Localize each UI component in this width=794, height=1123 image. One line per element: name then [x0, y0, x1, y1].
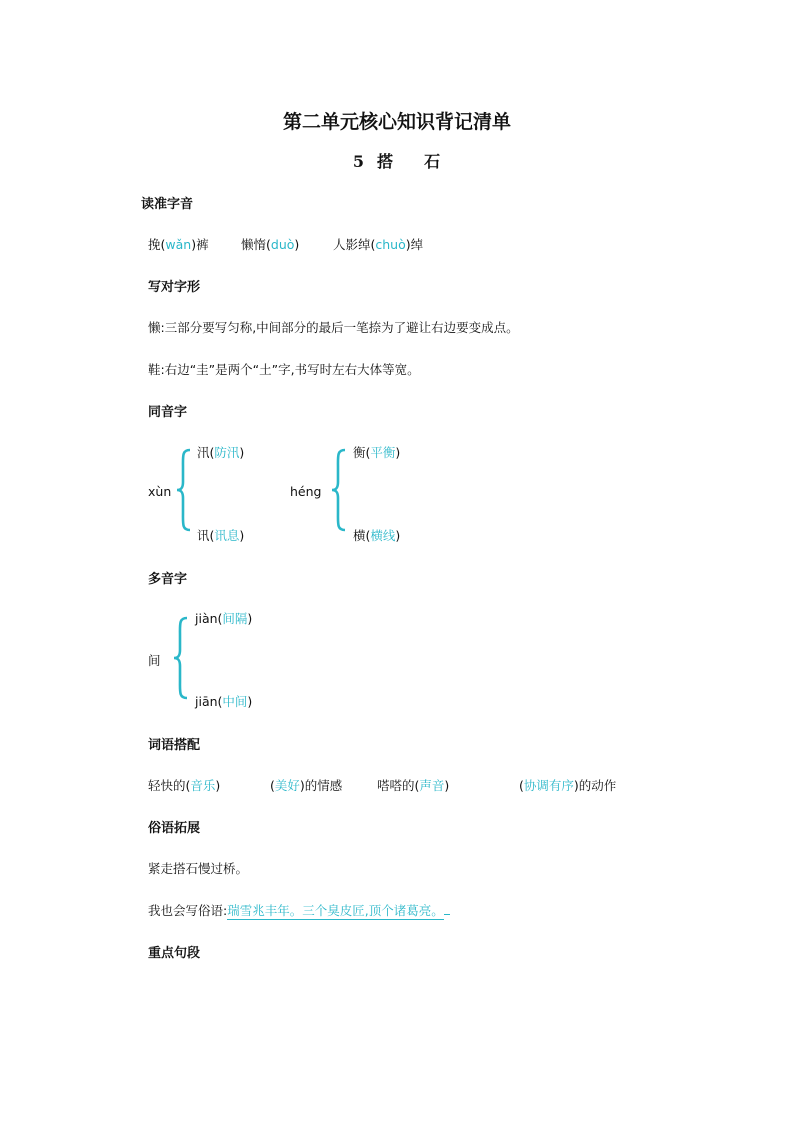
collocation-3: 嗒嗒的(声音) [377, 778, 450, 793]
pronounce-item-3: 人影绰(chuò)绰 [333, 237, 424, 252]
answer-underlined: 瑞雪兆丰年。三个臭皮匠,顶个诸葛亮。 [227, 903, 444, 918]
proverb-line-2: 我也会写俗语:瑞雪兆丰年。三个臭皮匠,顶个诸葛亮。 [148, 901, 450, 919]
write-line-2: 鞋:右边“圭”是两个“土”字,书写时左右大体等宽。 [148, 362, 420, 377]
heading-write: 写对字形 [148, 280, 201, 295]
pronounce-item-2: 懒惰(duò) [241, 237, 300, 252]
answer: duò [270, 237, 295, 252]
brace-homophone-1 [176, 448, 192, 532]
brace-polyphone [173, 616, 189, 700]
homophone-pinyin-2: héng [290, 484, 322, 499]
pronounce-item-1: 挽(wǎn)裤 [148, 237, 209, 252]
homophone-pinyin-1: xùn [148, 484, 172, 499]
homophone-1-top: 汛(防汛) [197, 445, 245, 460]
lesson-title [0, 149, 794, 172]
homophone-1-bottom: 讯(讯息) [197, 528, 245, 543]
lesson-name-first: 搭 [377, 152, 395, 171]
answer: 中间 [222, 694, 248, 709]
page-title: 第二单元核心知识背记清单 [282, 111, 511, 133]
lesson-number: 5 [352, 152, 366, 171]
heading-key-passage: 重点句段 [148, 946, 201, 961]
answer: 防汛 [214, 445, 240, 460]
heading-proverb: 俗语拓展 [148, 821, 201, 836]
heading-polyphone: 多音字 [148, 572, 188, 587]
polyphone-bottom: jiān(中间) [195, 694, 253, 709]
brace-homophone-2 [331, 448, 347, 532]
collocation-1: 轻快的(音乐) [148, 778, 221, 793]
homophone-2-top: 衡(平衡) [353, 445, 401, 460]
polyphone-top: jiàn(间隔) [195, 611, 253, 626]
heading-homophone: 同音字 [148, 405, 188, 420]
proverb-line-1: 紧走搭石慢过桥。 [148, 861, 249, 876]
answer: 平衡 [370, 445, 396, 460]
heading-collocation: 词语搭配 [148, 738, 201, 753]
heading-pronounce: 读准字音 [141, 197, 194, 212]
answer: 间隔 [222, 611, 248, 626]
collocation-4: (协调有序)的动作 [519, 778, 617, 793]
answer: chuò [375, 237, 406, 252]
answer: 横线 [370, 528, 396, 543]
answer: 音乐 [190, 778, 216, 793]
answer: 美好 [274, 778, 300, 793]
answer: 协调有序 [523, 778, 574, 793]
answer: 声音 [419, 778, 445, 793]
polyphone-char: 间 [148, 653, 161, 668]
homophone-2-bottom: 横(横线) [353, 528, 401, 543]
write-line-1: 懒:三部分要写匀称,中间部分的最后一笔捺为了避让右边要变成点。 [148, 320, 519, 335]
answer: 讯息 [214, 528, 240, 543]
lesson-name-second: 石 [424, 152, 442, 171]
collocation-2: (美好)的情感 [270, 778, 343, 793]
answer: wǎn [165, 237, 192, 252]
